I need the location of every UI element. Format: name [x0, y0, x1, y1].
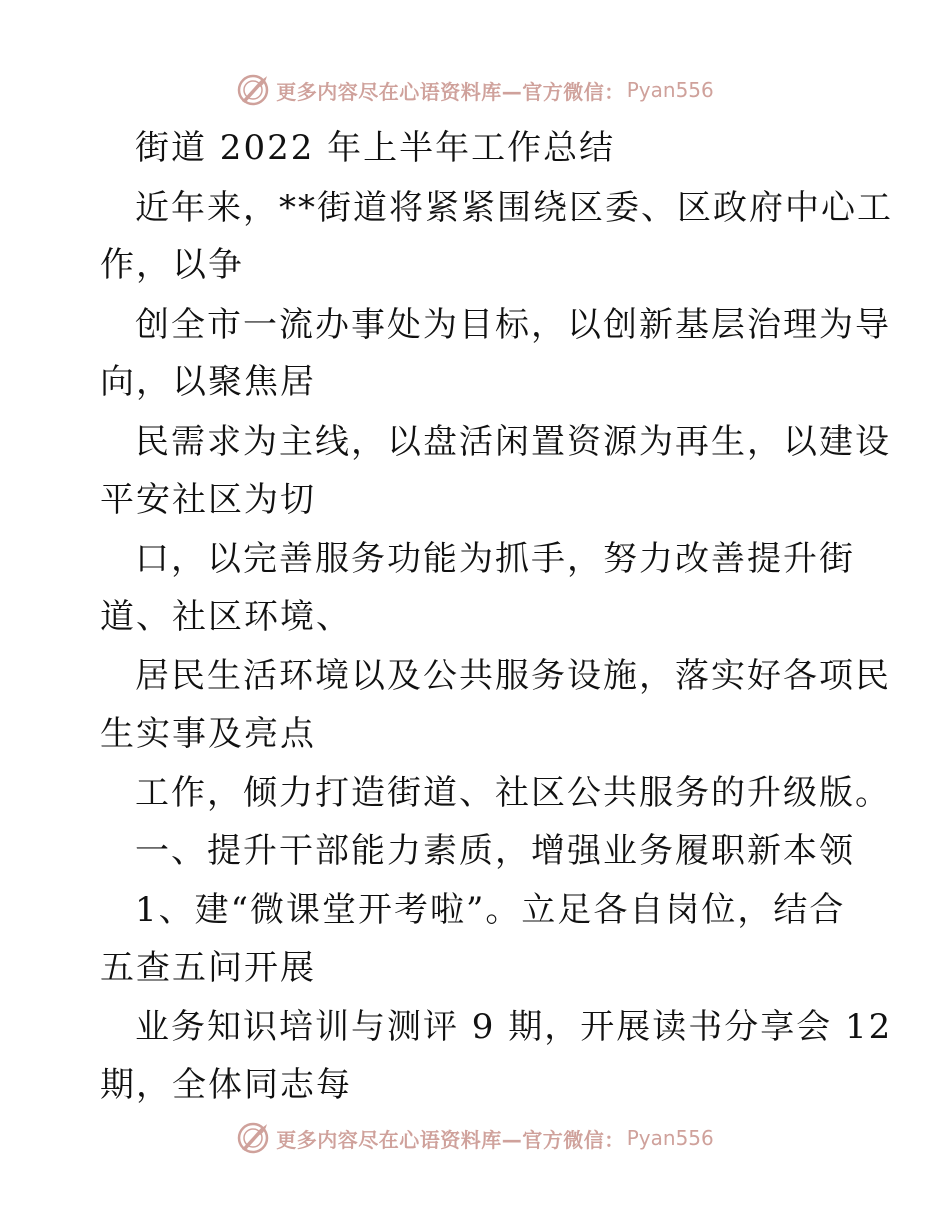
paragraph-line: 作，以争 [100, 245, 244, 285]
paragraph-line: 生实事及亮点 [100, 714, 316, 754]
watermark-text: 更多内容尽在心语资料库—官方微信： [276, 79, 625, 104]
paragraph-line: 业务知识培训与测评 9 期，开展读书分享会 12 [135, 1007, 893, 1047]
paragraph-line: 口，以完善服务功能为抓手，努力改善提升街 [135, 539, 855, 579]
paragraph-line: 平安社区为切 [100, 480, 316, 520]
watermark-text: 更多内容尽在心语资料库—官方微信： [276, 1127, 625, 1152]
quill-logo-icon [236, 1121, 270, 1155]
watermark-wechat-id: Pyan556 [626, 78, 714, 102]
footer-watermark-banner [0, 1118, 950, 1158]
paragraph-line: 道、社区环境、 [100, 597, 352, 637]
paragraph-line: 1、建“微课堂开考啦”。立足各自岗位，结合 [135, 890, 846, 930]
paragraph-line: 创全市一流办事处为目标，以创新基层治理为导 [135, 305, 891, 345]
paragraph-line: 工作，倾力打造街道、社区公共服务的升级版。 [135, 773, 891, 813]
paragraph-line: 近年来，**街道将紧紧围绕区委、区政府中心工 [135, 188, 893, 228]
paragraph-line: 居民生活环境以及公共服务设施，落实好各项民 [135, 656, 891, 696]
document-title: 街道 2022 年上半年工作总结 [135, 128, 616, 168]
section-heading: 一、提升干部能力素质，增强业务履职新本领 [135, 831, 855, 871]
paragraph-line: 期，全体同志每 [100, 1065, 352, 1105]
paragraph-line: 五查五问开展 [100, 948, 316, 988]
paragraph-line: 向，以聚焦居 [100, 362, 316, 402]
watermark-wechat-id: Pyan556 [626, 1126, 714, 1150]
paragraph-line: 民需求为主线，以盘活闲置资源为再生，以建设 [135, 422, 891, 462]
